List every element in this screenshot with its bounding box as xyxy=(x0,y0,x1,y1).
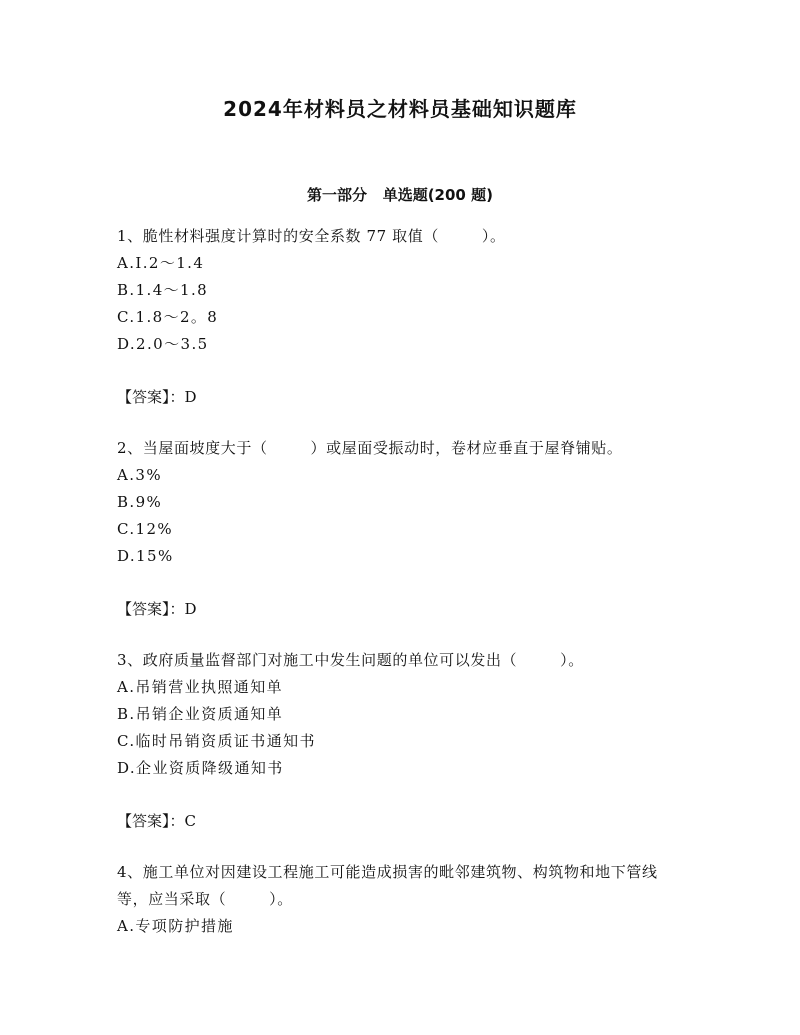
option-b: B.9% xyxy=(117,493,163,511)
option-a: A.专项防护措施 xyxy=(117,917,234,935)
question-list xyxy=(117,223,687,964)
answer-value: C xyxy=(184,812,196,830)
option-c: C.12% xyxy=(117,520,174,538)
question-stem: 1、脆性材料强度计算时的安全系数 77 取值（ ）。 xyxy=(117,227,506,245)
answer-label: 【答案】： xyxy=(117,600,185,618)
option-d: D.企业资质降级通知书 xyxy=(117,759,284,777)
answer-value: D xyxy=(184,600,197,618)
option-b: B.1.4～1.8 xyxy=(117,281,209,299)
answer-label: 【答案】： xyxy=(117,388,185,406)
option-d: D.2.0～3.5 xyxy=(117,335,209,353)
answer-value: D xyxy=(184,388,197,406)
option-a: A.吊销营业执照通知单 xyxy=(117,678,284,696)
answer-label: 【答案】： xyxy=(117,812,185,830)
option-a: A.I.2～1.4 xyxy=(117,254,205,272)
option-b: B.吊销企业资质通知单 xyxy=(117,705,284,723)
question-stem: 4、施工单位对因建设工程施工可能造成损害的毗邻建筑物、构筑物和地下管线等，应当采取（ ）。 xyxy=(117,863,658,908)
question-2 xyxy=(117,435,687,623)
answer-line xyxy=(117,596,687,623)
option-c: C.临时吊销资质证书通知书 xyxy=(117,732,316,750)
document-title: 2024年材料员之材料员基础知识题库 xyxy=(223,97,577,121)
option-c: C.1.8～2。8 xyxy=(117,308,219,326)
answer-line xyxy=(117,808,687,835)
question-stem: 2、当屋面坡度大于（ ）或屋面受振动时，卷材应垂直于屋脊铺贴。 xyxy=(117,439,623,457)
option-a: A.3% xyxy=(117,466,162,484)
question-3 xyxy=(117,647,687,835)
question-4 xyxy=(117,859,687,940)
section-title: 第一部分 单选题(200 题) xyxy=(307,186,493,204)
option-d: D.15% xyxy=(117,547,174,565)
answer-line xyxy=(117,384,687,411)
question-stem: 3、政府质量监督部门对施工中发生问题的单位可以发出（ ）。 xyxy=(117,651,584,669)
question-1 xyxy=(117,223,687,411)
